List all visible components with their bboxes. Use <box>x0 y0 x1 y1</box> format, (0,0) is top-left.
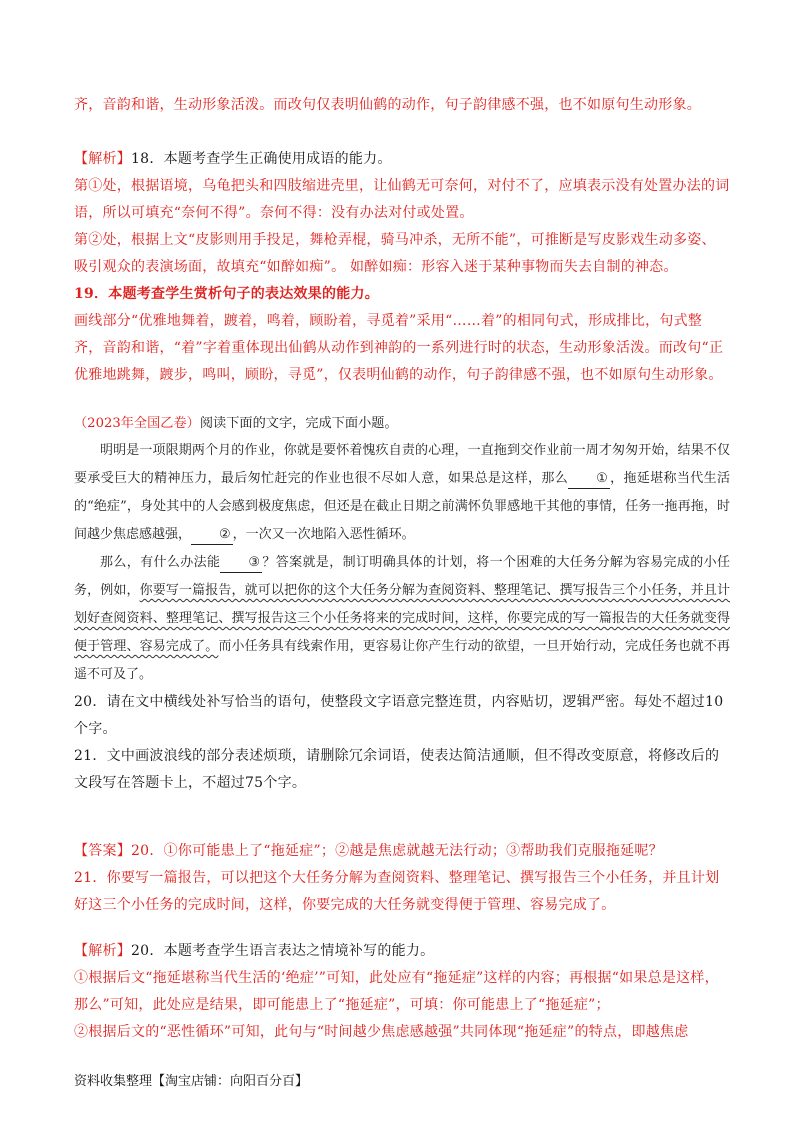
answer-21-number: 21． <box>74 870 107 886</box>
answer-tag: 【答案】 <box>74 843 131 859</box>
analysis-tag: 【解析】 <box>74 151 131 167</box>
analysis-18-heading <box>74 146 730 173</box>
question-instruction: 阅读下面的文字，完成下面小题。 <box>199 416 398 431</box>
passage-2-part-c: 而小任务具有线索作用，更容易让你产生行动的欲望，一旦开始行动，完成任务也就不再遥不可及了。 <box>74 639 730 682</box>
analysis-block-2 <box>74 938 730 1046</box>
reading-passage <box>74 437 730 689</box>
question-21: 21．文中画波浪线的部分表述烦琐，请删除冗余词语，使表达简洁通顺，但不得改变原意，将修改后的文段写在答题卡上，不超过75个字。 <box>74 748 720 791</box>
analysis-20-intro: 20．本题考查学生语言表达之情境补写的能力。 <box>131 943 435 959</box>
analysis-19-intro-text: 19．本题考查学生赏析句子的表达效果的能力。 <box>74 286 379 302</box>
question-source: （2023年全国乙卷） <box>74 416 200 431</box>
blank-3: ③ <box>220 554 262 573</box>
page-footer: 资料收集整理【淘宝店铺：向阳百分百】 <box>74 1074 309 1089</box>
analysis-19-body: 画线部分“优雅地舞着，踱着，鸣着，顾盼着，寻觅着”采用“……着”的相同句式，形成排比，句式整齐，音韵和谐，“着”字着重体现出仙鹤从动作到神韵的一系列进行时的状态，生动形象活泼。而改句“正优雅地跳舞，踱步，鸣叫，顾盼，寻觅”，仅表明仙鹤的动作，句子韵律感不强，也不如原句生动形象。 <box>74 313 724 383</box>
question-header <box>74 410 730 437</box>
question-20: 20．请在文中横线处补写恰当的语句，使整段文字语意完整连贯，内容贴切，逻辑严密。每处不超过10个字。 <box>74 694 724 737</box>
answer-21: 你要写一篇报告，可以把这个大任务分解为查阅资料、整理笔记、撰写报告三个小任务，并且计划好这三个小任务的完成时间，这样，你要完成的大任务就变得便于管理、容易完成了。 <box>74 870 720 913</box>
passage-paragraph-1 <box>74 437 730 549</box>
analysis-tag-2: 【解析】 <box>74 943 131 959</box>
analysis-block-1 <box>74 146 730 389</box>
blank-1: ① <box>568 470 610 489</box>
analysis-20-heading <box>74 938 730 965</box>
passage-1-part-b: ，拖延堪称当代生活的“绝症”，身处其中的人会感到极度焦虑，但还是在截止日期之前满怀负罪感地干其他的事情，任务一拖再拖，时间越少焦虑感越强， <box>74 471 730 542</box>
passage-2-part-a: 那么，有什么办法能 <box>100 555 221 570</box>
question-block <box>74 410 730 797</box>
passage-paragraph-2 <box>74 549 730 689</box>
blank-2: ② <box>191 526 233 545</box>
passage-1-part-c: ，一次又一次地陷入恶性循环。 <box>232 527 415 542</box>
continued-analysis-line: 齐，音韵和谐，生动形象活泼。而改句仅表明仙鹤的动作，句子韵律感不强，也不如原句生动形象。 <box>74 97 701 113</box>
analysis-18-point-2: 第②处，根据上文“皮影则用手投足，舞枪弄棍，骑马冲杀，无所不能”，可推断是写皮影戏生动多姿、吸引观众的表演场面，故填充“如醉如痴”。 如醉如痴：形容入迷于某种事物而失去自制的神态。 <box>74 232 716 275</box>
passage-1-part-a: 明明是一项限期两个月的作业，你就是要怀着愧疚自责的心理，一直拖到交作业前一周才匆匆开始，结果不仅要承受巨大的精神压力，最后匆忙赶完的作业也很不尽如人意，如果总是这样，那么 <box>74 443 730 486</box>
analysis-20-point-2: ②根据后文的“恶性循环”可知，此句与“时间越少焦虑感越强”共同体现“拖延症”的特点，即越焦虑 <box>74 1024 689 1040</box>
analysis-19-intro <box>74 281 730 308</box>
answer-block <box>74 838 730 919</box>
analysis-18-intro: 18．本题考查学生正确使用成语的能力。 <box>131 151 392 167</box>
analysis-18-point-1: 第①处，根据语境，乌龟把头和四肢缩进壳里，让仙鹤无可奈何，对付不了，应填表示没有处置办法的词语，所以可填充“奈何不得”。奈何不得：没有办法对付或处置。 <box>74 178 730 221</box>
analysis-20-point-1: ①根据后文“拖延堪称当代生活的‘绝症’”可知，此处应有“拖延症”这样的内容；再根据“如果总是这样，那么”可知，此处应是结果，即可能患上了“拖延症”，可填：你可能患上了“拖延症”； <box>74 970 719 1013</box>
answer-20: 20．①你可能患上了“拖延症”；②越是焦虑就越无法行动；③帮助我们克服拖延呢？ <box>131 843 663 859</box>
passage-2-part-b: ？答案就是，制订明确具体的计划，将一个困难的大任务分解为容易完成的小任务，例如， <box>74 555 730 598</box>
wavy-underlined-text: 你要写一篇报告，就可以把你的这个大任务分解为查阅资料、整理笔记、撰写报告三个小任务，并且计划好查阅资料、整理笔记、撰写报告这三个小任务将来的完成时间，这样，你要完成的写一篇报告的大任务就变得便于管理、容易完成了。 <box>74 583 730 654</box>
